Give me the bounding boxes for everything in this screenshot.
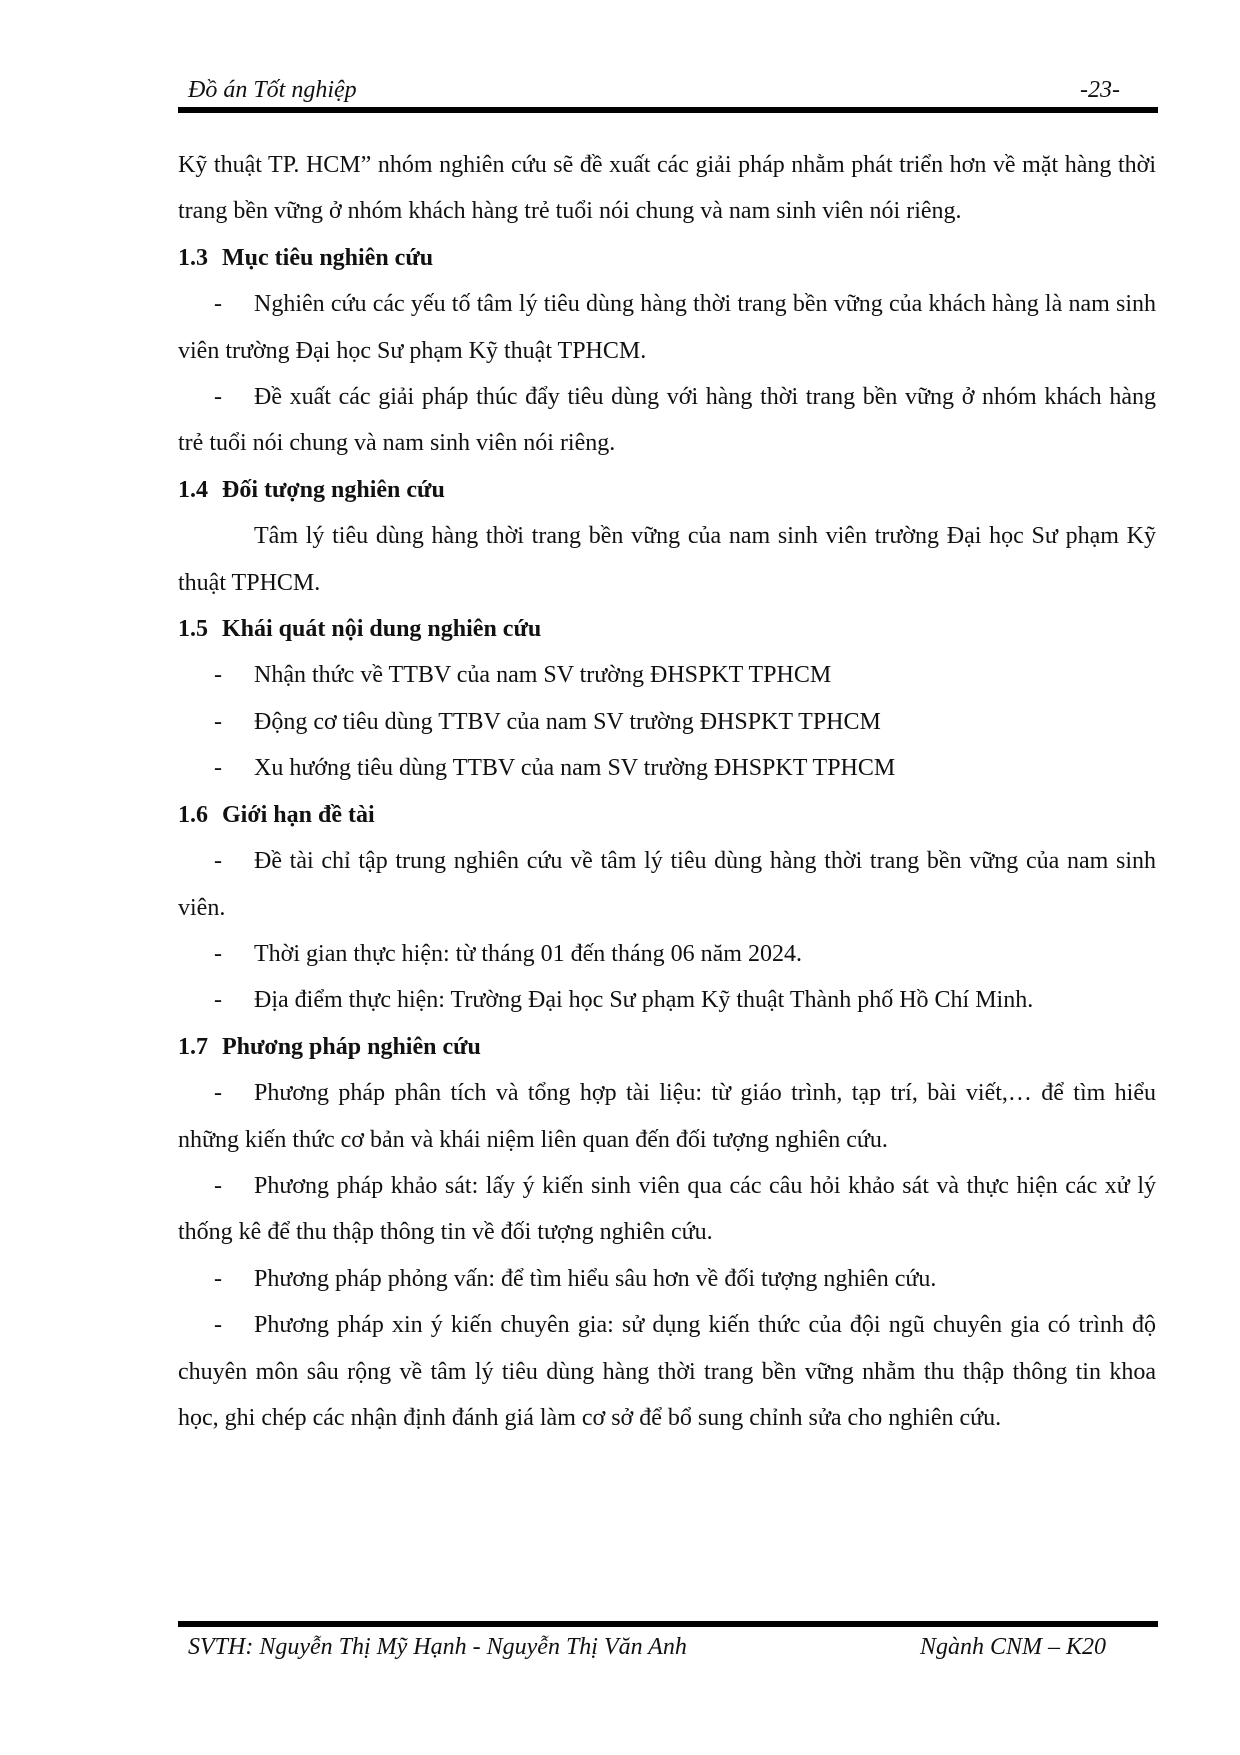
section-title: Phương pháp nghiên cứu: [222, 1033, 481, 1060]
section-title: Giới hạn đề tài: [222, 801, 375, 828]
section-title: Khái quát nội dung nghiên cứu: [222, 616, 542, 643]
bullet-dash: -: [214, 940, 222, 967]
document-body: [178, 142, 1156, 1441]
bullet-dash: -: [214, 1265, 222, 1292]
list-item: [178, 1302, 1156, 1441]
section-heading-1-7: [178, 1024, 1156, 1070]
footer-major: Ngành CNM – K20: [919, 1634, 1106, 1660]
section-heading-1-6: [178, 792, 1156, 838]
footer-rule: [178, 1621, 1158, 1627]
list-item-text: Phương pháp xin ý kiến chuyên gia: sử dụng kiến thức của đội ngũ chuyên gia có trình độ chuyên môn sâu rộng về tâm lý tiêu dùng hàng thời trang bền vững nhằm thu thập thông tin khoa học, ghi chép các nhận định đánh giá làm cơ sở để bổ sung chỉnh sửa cho nghiên cứu.: [178, 1312, 1156, 1431]
list-item: [178, 838, 1156, 931]
list-item-text: Xu hướng tiêu dùng TTBV của nam SV trường ĐHSPKT TPHCM: [254, 755, 896, 782]
bullet-dash: -: [214, 987, 222, 1014]
section-number: 1.7: [178, 1033, 208, 1060]
page-footer: [178, 1632, 1158, 1668]
bullet-dash: -: [214, 708, 222, 735]
list-item-text: Phương pháp phỏng vấn: để tìm hiểu sâu hơn về đối tượng nghiên cứu.: [254, 1265, 937, 1292]
header-rule: [178, 107, 1158, 113]
list-item: [178, 977, 1156, 1023]
section-number: 1.5: [178, 616, 208, 643]
list-item-text: Thời gian thực hiện: từ tháng 01 đến tháng 06 năm 2024.: [254, 940, 802, 967]
section-title: Đối tượng nghiên cứu: [222, 476, 445, 503]
footer-authors: SVTH: Nguyễn Thị Mỹ Hạnh - Nguyễn Thị Văn Anh: [188, 1634, 687, 1660]
section-title: Mục tiêu nghiên cứu: [222, 244, 434, 271]
bullet-dash: -: [214, 384, 222, 411]
section-number: 1.6: [178, 801, 208, 828]
list-item: [178, 652, 1156, 698]
list-item-text: Nhận thức về TTBV của nam SV trường ĐHSPKT TPHCM: [254, 662, 832, 689]
bullet-dash: -: [214, 1312, 222, 1339]
section-heading-1-4: [178, 467, 1156, 513]
bullet-dash: -: [214, 1080, 222, 1107]
section-number: 1.4: [178, 476, 208, 503]
list-item-text: Phương pháp khảo sát: lấy ý kiến sinh viên qua các câu hỏi khảo sát và thực hiện các xử lý thống kê để thu thập thông tin về đối tượng nghiên cứu.: [178, 1172, 1156, 1246]
section-heading-1-5: [178, 606, 1156, 652]
list-item-text: Động cơ tiêu dùng TTBV của nam SV trường ĐHSPKT TPHCM: [254, 708, 881, 735]
list-item: [178, 1070, 1156, 1163]
list-item: [178, 699, 1156, 745]
list-item-text: Địa điểm thực hiện: Trường Đại học Sư phạm Kỹ thuật Thành phố Hồ Chí Minh.: [254, 987, 1034, 1014]
list-item-text: Phương pháp phân tích và tổng hợp tài liệu: từ giáo trình, tạp trí, bài viết,… để tìm hiểu những kiến thức cơ bản và khái niệm liên quan đến đối tượng nghiên cứu.: [178, 1080, 1156, 1153]
list-item-text: Đề xuất các giải pháp thúc đẩy tiêu dùng với hàng thời trang bền vững ở nhóm khách hàng trẻ tuổi nói chung và nam sinh viên nói riêng.: [178, 384, 1156, 457]
bullet-dash: -: [214, 755, 222, 782]
list-item: [178, 374, 1156, 467]
bullet-dash: -: [214, 662, 222, 689]
list-item: [178, 745, 1156, 791]
list-item-text: Đề tài chỉ tập trung nghiên cứu về tâm lý tiêu dùng hàng thời trang bền vững của nam sinh viên.: [178, 848, 1156, 921]
list-item: [178, 1256, 1156, 1302]
section-heading-1-3: [178, 235, 1156, 281]
page-header: [178, 75, 1158, 107]
header-title: Đồ án Tốt nghiệp: [188, 77, 357, 103]
bullet-dash: -: [214, 291, 222, 318]
list-item-text: Nghiên cứu các yếu tố tâm lý tiêu dùng hàng thời trang bền vững của khách hàng là nam sinh viên trường Đại học Sư phạm Kỹ thuật TPHCM.: [178, 291, 1156, 364]
section-paragraph: Tâm lý tiêu dùng hàng thời trang bền vững của nam sinh viên trường Đại học Sư phạm Kỹ thuật TPHCM.: [178, 523, 1156, 596]
intro-paragraph: Kỹ thuật TP. HCM” nhóm nghiên cứu sẽ đề xuất các giải pháp nhằm phát triển hơn về mặt hàng thời trang bền vững ở nhóm khách hàng trẻ tuổi nói chung và nam sinh viên nói riêng.: [178, 152, 1156, 225]
bullet-dash: -: [214, 1172, 222, 1199]
section-number: 1.3: [178, 244, 208, 271]
list-item: [178, 931, 1156, 977]
list-item: [178, 1163, 1156, 1256]
list-item: [178, 281, 1156, 374]
page-number: -23-: [1080, 77, 1120, 103]
bullet-dash: -: [214, 848, 222, 875]
